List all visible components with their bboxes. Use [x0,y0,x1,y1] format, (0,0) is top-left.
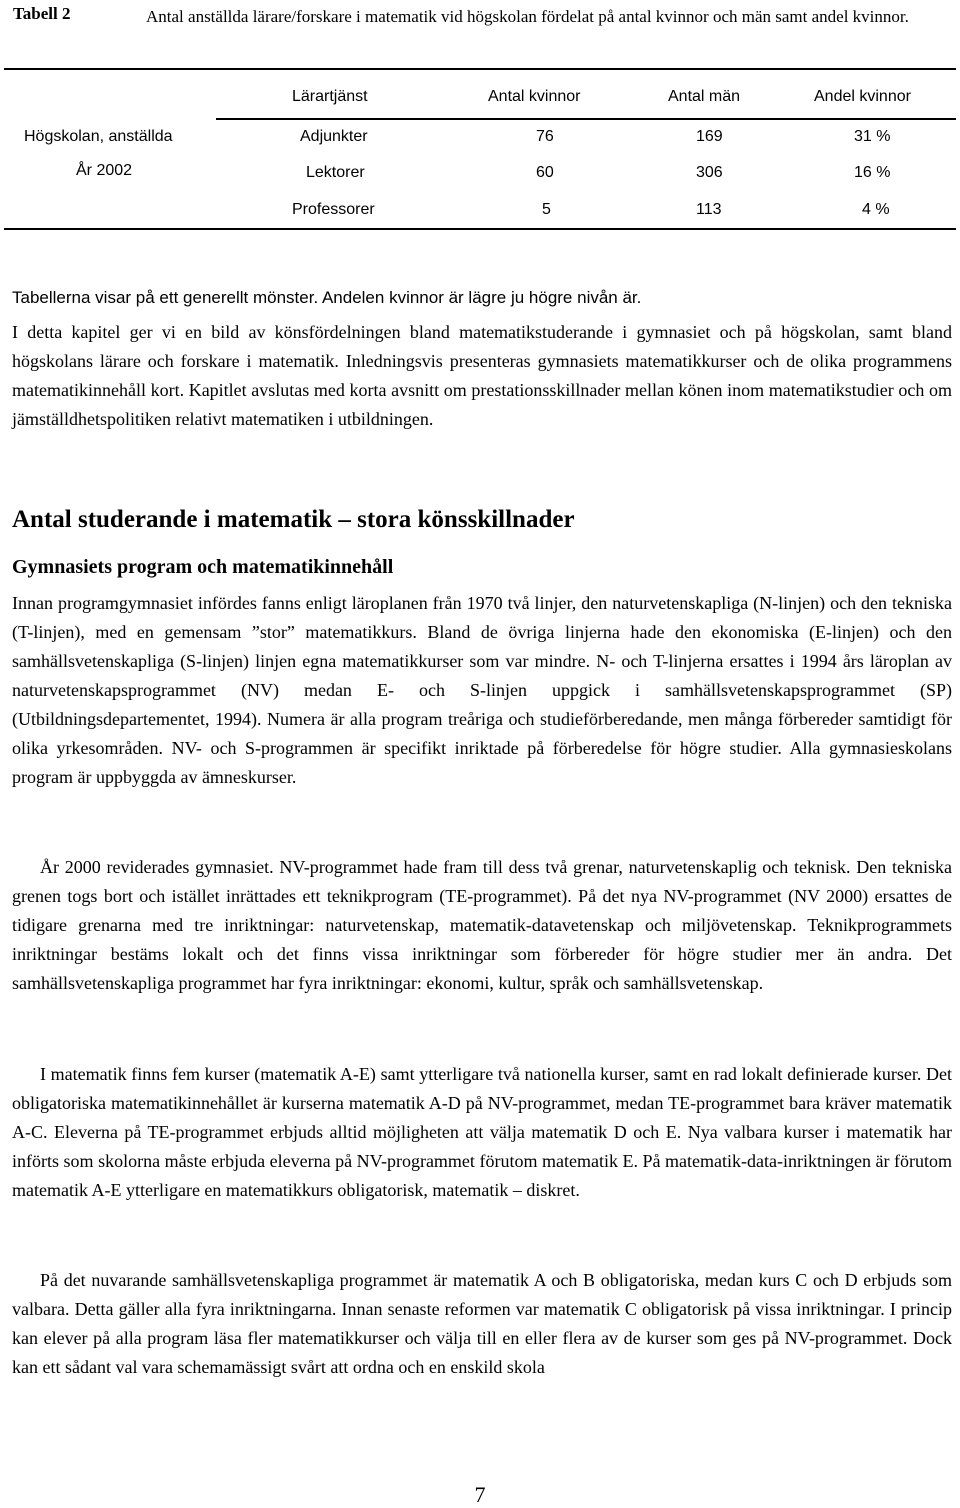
cell-r3-title: Professorer [292,201,375,218]
row-group-year: År 2002 [76,162,133,179]
header-antal-kvinnor: Antal kvinnor [488,88,581,105]
table-header-rule [216,118,956,120]
cell-r2-share: 16 % [854,164,891,181]
section-paragraph-1: Innan programgymnasiet infördes fanns enligt läroplanen från 1970 två linjer, den naturvetenskapliga (N-linjen) och den tekniska (T-linjen), med en gemensam ”stor” matematikkurs. Bland de övriga linjerna hade den ekonomiska (E-linjen) och den samhällsvetenskapliga (S-linjen) linjen egna matematikkurser som var mindre. N- och T-linjerna ersattes i 1994 års läroplan av naturvetenskapsprogrammet (NV) medan E- och S-linjen uppgick i samhällsvetenskapsprogrammet (SP) (Utbildningsdepartementet, 1994). Numera är alla program treåriga och studieförberedande, men många förbereder samtidigt för olika yrkesområden. NV- och S-programmen är specifikt inriktade på förberedelse för högre studier. Alla gymnasieskolans program är uppbyggda av ämneskurser. [12,593,952,787]
cell-r3-share: 4 % [862,201,890,218]
table-bottom-rule [4,228,956,230]
section-heading: Antal studerande i matematik – stora könsskillnader [12,506,575,533]
table-top-rule [4,68,956,70]
cell-r2-women: 60 [536,164,554,181]
section-paragraph-3: I matematik finns fem kurser (matematik A-E) samt ytterligare två nationella kurser, samt en rad lokalt definierade kurser. Det obligatoriska matematikinnehållet är kurserna matematik A-D på NV-programmet, medan TE-programmet bara kräver matematik A-C. Eleverna på TE-programmet erbjuds alltid möjligheten att välja matematik D och E. Nya valbara kurser i matematik har införts som skolorna måste erbjuda eleverna på NV-programmet förutom matematik E. På matematik-data-inriktningen är förutom matematik A-E ytterligare en matematikkurs obligatorisk, matematik – diskret. [12,1064,952,1200]
cell-r1-title: Adjunkter [300,128,368,145]
teachers-table [0,0,960,240]
row-group-label: Högskolan, anställda [24,128,173,145]
header-antal-man: Antal män [668,88,741,105]
section-paragraph-4: På det nuvarande samhällsvetenskapliga programmet är matematik A och B obligatoriska, medan kurs C och D erbjuds som valbara. Detta gäller alla fyra inriktningarna. Innan senaste reformen var matematik C obligatorisk på vissa inriktningar. I princip kan elever på alla program läsa fler matematikkurser och välja till en eller flera av de kurser som ges på NV-programmet. Dock kan ett sådant val vara schemamässigt svårt att ordna och en enskild skola [12,1270,952,1377]
cell-r1-men: 169 [696,128,723,145]
cell-r1-women: 76 [536,128,554,145]
cell-r2-title: Lektorer [306,164,365,181]
intro-paragraph-2: I detta kapitel ger vi en bild av könsfördelningen bland matematikstuderande i gymnasiet och på högskolan, samt bland högskolans lärare och forskare i matematik. Inledningsvis presenteras gymnasiets matematikkurser och de olika programmens matematikinnehåll kort. Kapitlet avslutas med korta avsnitt om prestationsskillnader mellan könen inom matematikstudier och om jämställdhetspolitiken relativt matematiken i utbildningen. [12,322,952,429]
cell-r3-men: 113 [696,201,722,218]
cell-r2-men: 306 [696,164,723,181]
table-caption-text: Antal anställda lärare/forskare i matematik vid högskolan fördelat på antal kvinnor och män samt andel kvinnor. [146,7,909,26]
cell-r1-share: 31 % [854,128,891,145]
cell-r3-women: 5 [542,201,551,218]
header-andel-kvinnor: Andel kvinnor [814,88,911,105]
intro-paragraph-1: Tabellerna visar på ett generellt mönster. Andelen kvinnor är lägre ju högre nivån är. [12,288,642,307]
table-caption-label: Tabell 2 [13,4,71,23]
section-subheading: Gymnasiets program och matematikinnehåll [12,556,394,578]
header-larartjanst: Lärartjänst [292,88,368,105]
page-number: 7 [474,1482,486,1507]
section-paragraph-2: År 2000 reviderades gymnasiet. NV-programmet hade fram till dess två grenar, naturvetenskaplig och teknisk. Den tekniska grenen togs bort och istället inrättades ett teknikprogram (TE-programmet). På det nya NV-programmet (NV 2000) ersattes de tidigare grenarna med tre inriktningar: naturvetenskap, matematik-datavetenskap och miljövetenskap. Teknikprogrammets inriktningar bestäms lokalt och det finns vissa inriktningar som förbereder för högre studier mer än andra. Det samhällsvetenskapliga programmet har fyra inriktningar: ekonomi, kultur, språk och samhällsvetenskap. [12,857,952,993]
